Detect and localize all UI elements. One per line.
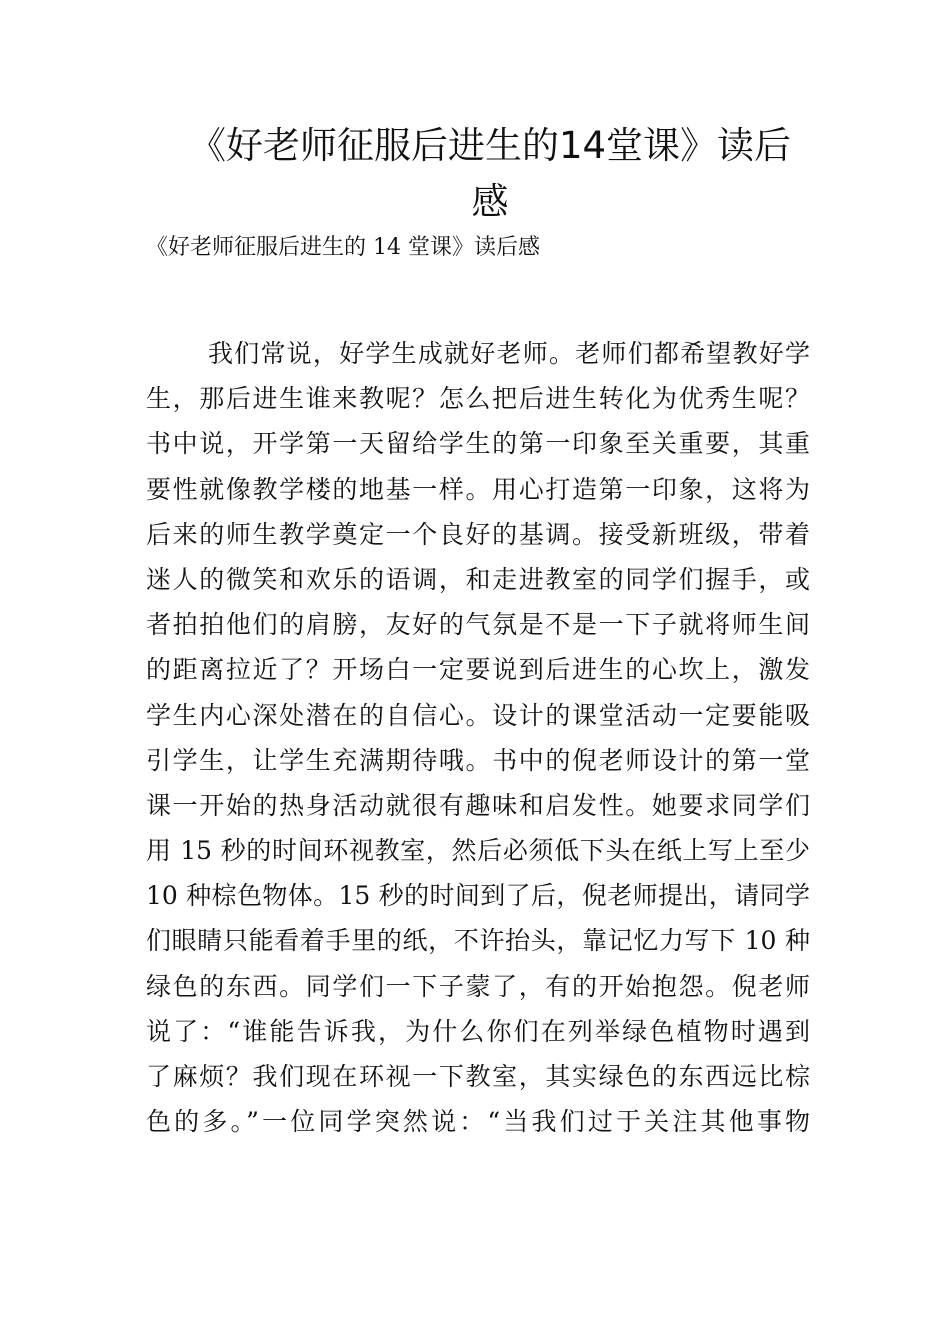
paragraph-line: 要性就像教学楼的地基一样。用心打造第一印象，这将为 <box>146 474 810 504</box>
paragraph-line: 生，那后进生谁来教呢？怎么把后进生转化为优秀生呢？ <box>146 384 810 414</box>
paragraph-line: 书中说，开学第一天留给学生的第一印象至关重要，其重 <box>146 429 810 459</box>
paragraph-line: 我们常说，好学生成就好老师。老师们都希望教好学 <box>208 339 810 368</box>
title-line-2: 感 <box>471 180 509 223</box>
paragraph-line: 10 种棕色物体。15 秒的时间到了后，倪老师提出，请同学 <box>146 881 810 911</box>
paragraph-line: 了麻烦？我们现在环视一下教室，其实绿色的东西远比棕 <box>146 1062 810 1091</box>
paragraph-line: 者拍拍他们的肩膀，友好的气氛是不是一下子就将师生间 <box>146 610 810 640</box>
paragraph-line: 说了：“谁能告诉我，为什么你们在列举绿色植物时遇到 <box>146 1016 810 1046</box>
title-line-1: 《好老师征服后进生的14堂课》读后 <box>188 124 792 167</box>
paragraph-line: 们眼睛只能看着手里的纸，不许抬头，靠记忆力写下 10 种 <box>146 926 810 956</box>
paragraph-line: 后来的师生教学奠定一个良好的基调。接受新班级，带着 <box>146 519 810 549</box>
paragraph-line: 引学生，让学生充满期待哦。书中的倪老师设计的第一堂 <box>146 745 810 775</box>
paragraph-line: 课一开始的热身活动就很有趣味和启发性。她要求同学们 <box>146 790 810 820</box>
document-body-paragraph <box>146 331 810 1144</box>
paragraph-line: 学生内心深处潜在的自信心。设计的课堂活动一定要能吸 <box>146 700 810 730</box>
paragraph-line: 用 15 秒的时间环视教室，然后必须低下头在纸上写上至少 <box>146 836 810 866</box>
document-subtitle: 《好老师征服后进生的 14 堂课》读后感 <box>146 235 540 260</box>
paragraph-line: 绿色的东西。同学们一下子蒙了，有的开始抱怨。倪老师 <box>146 971 810 1001</box>
paragraph-line: 迷人的微笑和欢乐的语调，和走进教室的同学们握手，或 <box>146 564 810 594</box>
paragraph-line: 色的多。”一位同学突然说：“当我们过于关注其他事物 <box>146 1107 810 1137</box>
paragraph-line: 的距离拉近了？开场白一定要说到后进生的心坎上，激发 <box>146 655 810 685</box>
document-title <box>140 118 840 230</box>
